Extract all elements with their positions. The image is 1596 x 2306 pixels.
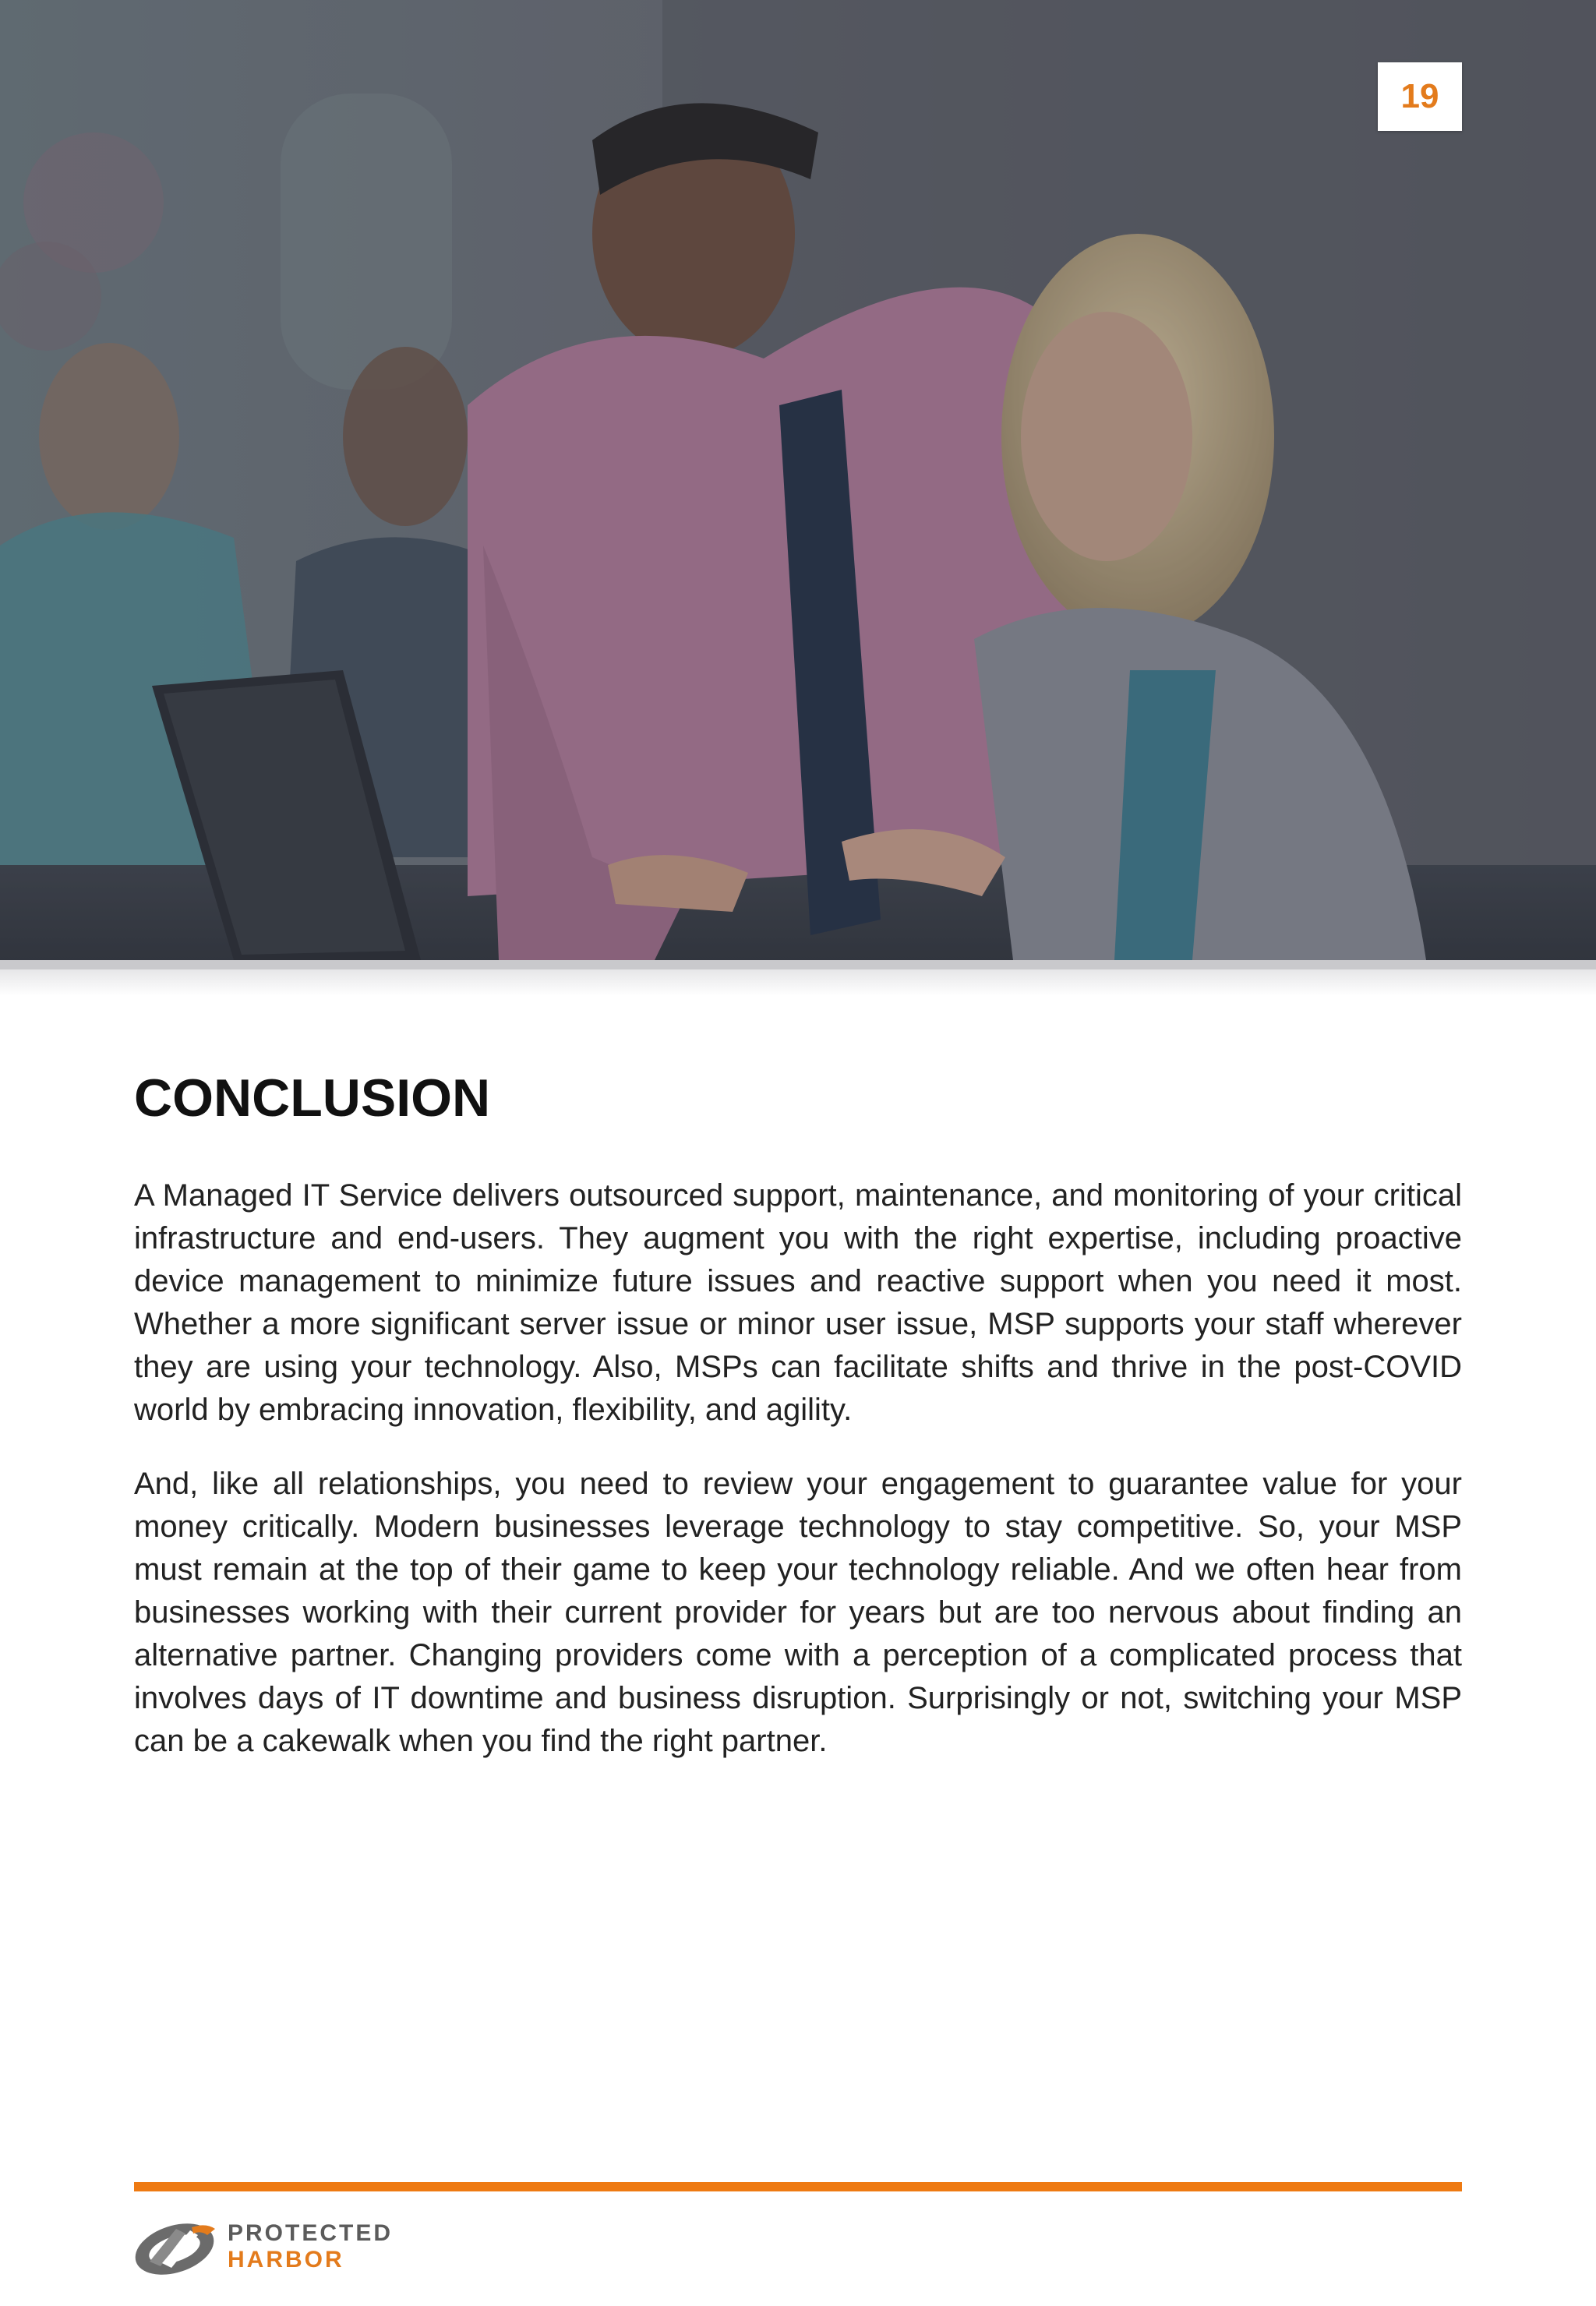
conclusion-section <box>134 1069 1462 1794</box>
hero-divider <box>0 960 1596 969</box>
logo-wordmark <box>228 2222 393 2272</box>
logo-line-protected: PROTECTED <box>228 2220 394 2246</box>
office-team-illustration <box>0 0 1596 960</box>
hero-shadow <box>0 969 1596 996</box>
paragraph-1: A Managed IT Service delivers outsourced support, maintenance, and monitoring of your critical infrastructure and end-users. They augment you with the right expertise, including proactive device management to minimize future issues and reactive support when you need it most. Whether a more significant server issue or minor user issue, MSP supports your staff wherever they are using your technology. Also, MSPs can facilitate shifts and thrive in the post-COVID world by embracing innovation, flexibility, and agility. <box>134 1178 1462 1427</box>
company-logo <box>131 2215 393 2279</box>
section-title: CONCLUSION <box>134 1068 491 1128</box>
footer-divider <box>134 2182 1462 2191</box>
hero-photo <box>0 0 1596 960</box>
page-number: 19 <box>1378 62 1462 131</box>
protected-harbor-logo-icon <box>131 2215 223 2279</box>
logo-line-harbor: HARBOR <box>228 2247 344 2272</box>
paragraph-2: And, like all relationships, you need to review your engagement to guarantee value for your money critically. Modern businesses leverage technology to stay competitive. So, your MSP must remain at the top of their game to keep your technology reliable. And we often hear from businesses working with their current provider for years but are too nervous about finding an alternative partner. Changing providers come with a perception of a complicated process that involves days of IT downtime and business disruption. Surprisingly or not, switching your MSP can be a cakewalk when you find the right partner. <box>134 1466 1462 1758</box>
